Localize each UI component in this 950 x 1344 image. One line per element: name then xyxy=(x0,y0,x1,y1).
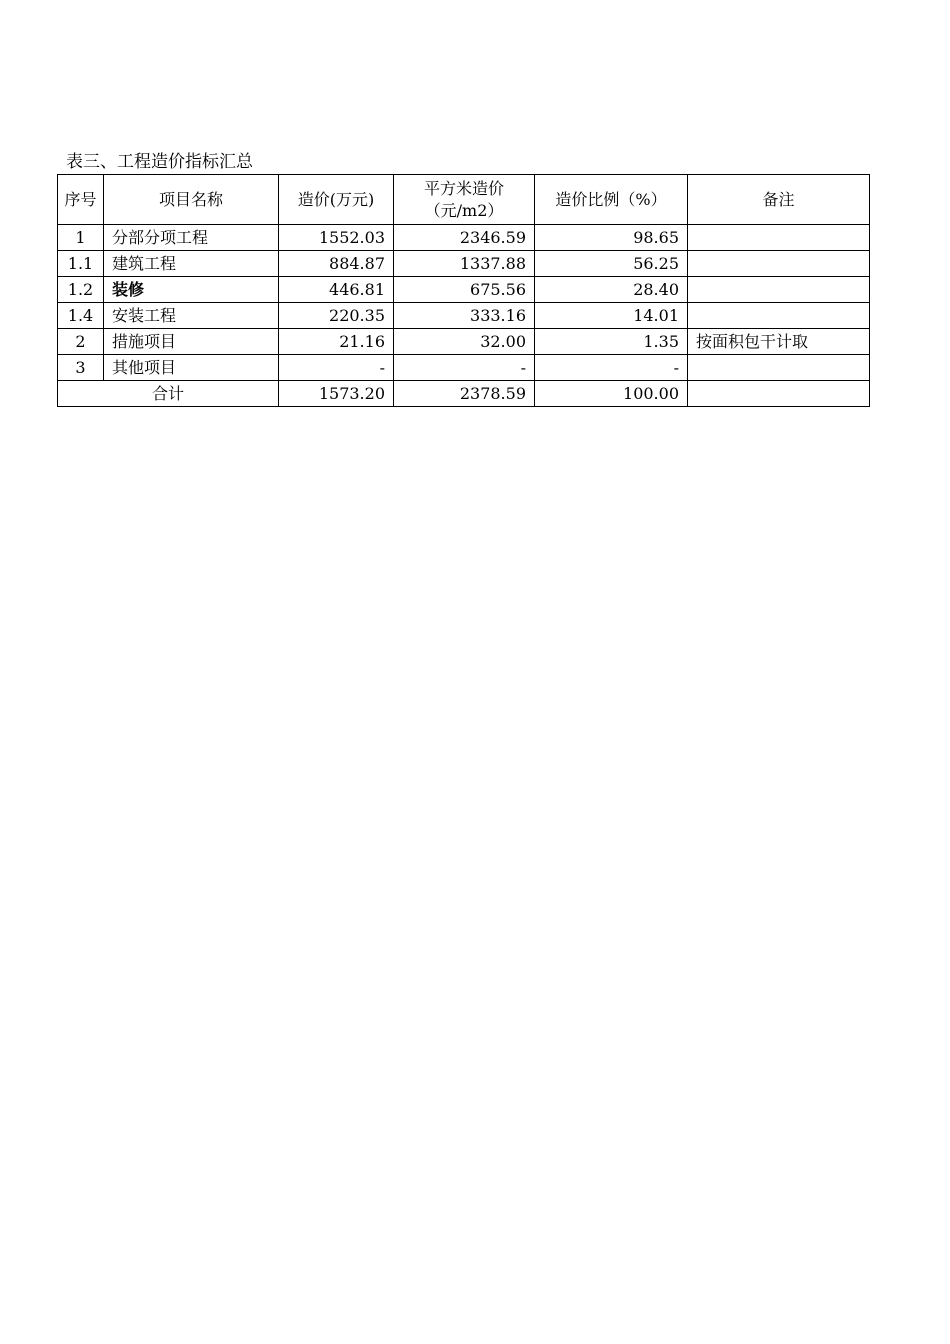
row-name: 分部分项工程 xyxy=(104,225,279,251)
row-unit-cost: 2346.59 xyxy=(394,225,535,251)
row-ratio: 98.65 xyxy=(535,225,688,251)
header-note: 备注 xyxy=(688,175,870,225)
header-ratio: 造价比例（%） xyxy=(535,175,688,225)
total-ratio: 100.00 xyxy=(535,381,688,407)
row-seq: 3 xyxy=(58,355,104,381)
row-ratio: - xyxy=(535,355,688,381)
row-unit-cost: 333.16 xyxy=(394,303,535,329)
row-name: 安装工程 xyxy=(104,303,279,329)
total-unit-cost: 2378.59 xyxy=(394,381,535,407)
row-note xyxy=(688,251,870,277)
row-note xyxy=(688,225,870,251)
header-unit-cost: 平方米造价（元/m2） xyxy=(394,175,535,225)
header-row xyxy=(58,175,870,225)
row-ratio: 1.35 xyxy=(535,329,688,355)
header-cost: 造价(万元) xyxy=(279,175,394,225)
row-note xyxy=(688,277,870,303)
row-cost: 1552.03 xyxy=(279,225,394,251)
row-unit-cost: 32.00 xyxy=(394,329,535,355)
row-name: 措施项目 xyxy=(104,329,279,355)
row-ratio: 28.40 xyxy=(535,277,688,303)
header-seq: 序号 xyxy=(58,175,104,225)
row-name: 装修 xyxy=(104,277,279,303)
table-row xyxy=(58,329,870,355)
row-seq: 1.2 xyxy=(58,277,104,303)
row-unit-cost: 1337.88 xyxy=(394,251,535,277)
table-row xyxy=(58,355,870,381)
total-cost: 1573.20 xyxy=(279,381,394,407)
row-ratio: 56.25 xyxy=(535,251,688,277)
table-row xyxy=(58,251,870,277)
row-cost: 884.87 xyxy=(279,251,394,277)
total-row xyxy=(58,381,870,407)
total-label: 合计 xyxy=(58,381,279,407)
row-unit-cost: - xyxy=(394,355,535,381)
row-name: 其他项目 xyxy=(104,355,279,381)
row-note xyxy=(688,355,870,381)
row-cost: 220.35 xyxy=(279,303,394,329)
row-unit-cost: 675.56 xyxy=(394,277,535,303)
row-cost: - xyxy=(279,355,394,381)
row-seq: 2 xyxy=(58,329,104,355)
row-note xyxy=(688,303,870,329)
row-seq: 1.4 xyxy=(58,303,104,329)
row-note: 按面积包干计取 xyxy=(688,329,870,355)
cost-index-summary-table xyxy=(57,174,870,407)
row-name: 建筑工程 xyxy=(104,251,279,277)
table-row xyxy=(58,277,870,303)
row-seq: 1.1 xyxy=(58,251,104,277)
table-row xyxy=(58,225,870,251)
total-note xyxy=(688,381,870,407)
table-caption: 表三、工程造价指标汇总 xyxy=(66,152,253,172)
row-cost: 446.81 xyxy=(279,277,394,303)
table-row xyxy=(58,303,870,329)
row-seq: 1 xyxy=(58,225,104,251)
row-ratio: 14.01 xyxy=(535,303,688,329)
header-name: 项目名称 xyxy=(104,175,279,225)
row-cost: 21.16 xyxy=(279,329,394,355)
